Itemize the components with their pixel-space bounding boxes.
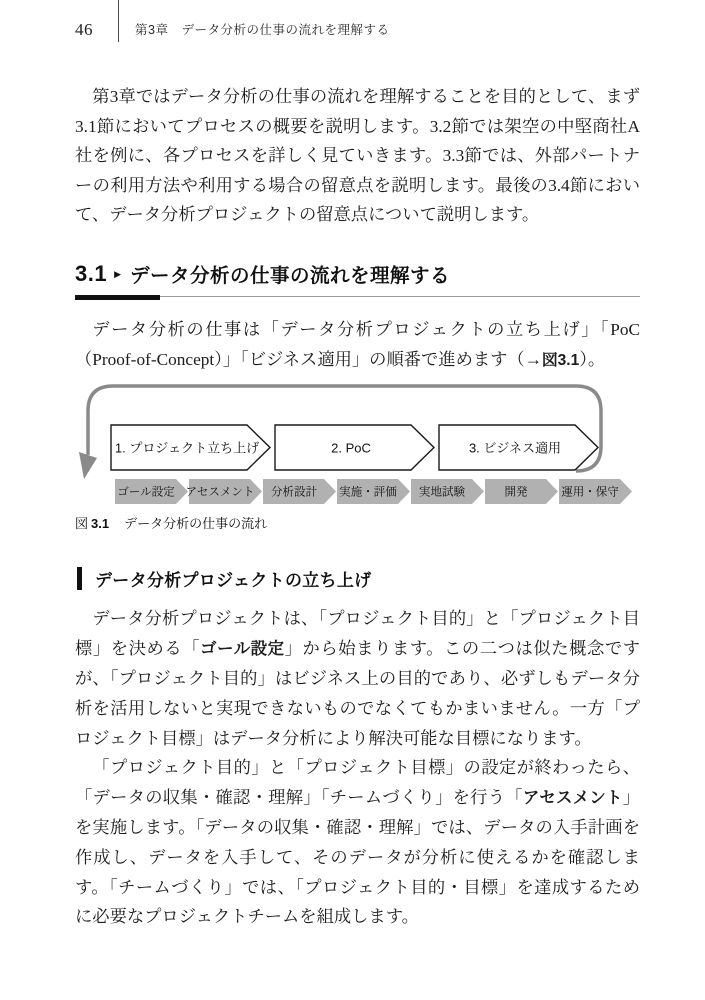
sub-steps-group	[115, 479, 632, 504]
loop-arrowhead-icon	[79, 452, 97, 479]
page-content	[75, 82, 640, 932]
page-number: 46	[75, 20, 93, 39]
running-chapter-title: 第3章 データ分析の仕事の流れを理解する	[135, 23, 390, 37]
main-step-label: 3. ビジネス適用	[468, 440, 562, 456]
sub-step-label: 分析設計	[271, 486, 317, 499]
sub-step-label: 実施・評価	[339, 486, 397, 499]
figure-caption-number: 3.1	[91, 516, 110, 532]
sub-step-label: アセスメント	[185, 486, 255, 499]
main-step-label: 2. PoC	[331, 440, 371, 456]
section-title: データ分析の仕事の流れを理解する	[130, 264, 451, 287]
sub-step-label: 運用・保守	[561, 486, 619, 499]
subsection-accent-bar	[77, 567, 82, 590]
workflow-diagram	[75, 383, 640, 507]
body-paragraph-2	[75, 753, 640, 932]
emphasized-term: アセスメント	[522, 788, 623, 807]
text-segment: ）。	[579, 349, 606, 369]
sub-step-label: ゴール設定	[117, 486, 175, 499]
body-paragraph-1	[75, 604, 640, 753]
figure-caption	[75, 513, 640, 532]
text-segment: 第3章ではデータ分析の仕事の流れを理解することを目的として、まず3.1節においてプロセスの概要を説明します。3.2節では架空の中堅商社A社を例に、各プロセスを詳しく見ていきます。3.3節では、外部パートナーの利用方法や利用する場合の留意点を説明します。最後の3.4節において、データ分析プロジェクトの留意点について説明します。	[75, 87, 640, 225]
intro-paragraph	[75, 82, 640, 230]
figure-caption-text: データ分析の仕事の流れ	[124, 516, 268, 532]
body-paragraphs	[75, 604, 640, 932]
figure-caption-label: 図	[75, 516, 89, 532]
section-heading-rule	[75, 295, 640, 300]
lead-paragraph	[75, 315, 640, 375]
text-segment: 「プロジェクト目的」と「プロジェクト目標」の設定が終わったら、「データの収集・確認・理解」「チームづくり」を行う「	[75, 758, 640, 807]
section-arrow-icon: ▶	[114, 269, 122, 280]
text-segment: データ分析プロジェクトは、「プロジェクト目的」と「プロジェクト目標」を決める「	[75, 609, 640, 658]
subsection-heading	[75, 566, 640, 591]
emphasized-term: ゴール設定	[200, 639, 285, 658]
text-segment: 図3.1	[542, 351, 580, 369]
subsection-title: データ分析プロジェクトの立ち上げ	[95, 571, 372, 591]
main-steps-group	[111, 425, 598, 470]
workflow-figure	[75, 383, 640, 532]
section-number: 3.1	[75, 260, 108, 286]
header-divider	[118, 0, 119, 42]
sub-step-label: 実地試験	[419, 486, 465, 499]
page-header	[0, 0, 705, 42]
section-heading	[75, 260, 640, 288]
text-segment: 」から始まります。この二つは似た概念ですが、「プロジェクト目的」はビジネス上の目的であり、必ずしもデータ分析を活用しないと実現できないものでなくてもかまいません。一方「プロジェクト目標」はデータ分析により解決可能な目標になります。	[75, 638, 641, 748]
sub-step-label: 開発	[504, 486, 528, 499]
text-segment: 」を実施します。「データの収集・確認・理解」では、データの入手計画を作成し、データを入手して、そのデータが分析に使えるかを確認します。「チームづくり」では、「プロジェクト目的・目標」を達成するために必要なプロジェクトチームを組成します。	[75, 787, 640, 927]
rule-accent-bar	[75, 295, 160, 300]
main-step-label: 1. プロジェクト立ち上げ	[114, 440, 260, 456]
text-segment: データ分析の仕事は「データ分析プロジェクトの立ち上げ」「PoC（Proof-of-Concept）」「ビジネス適用」の順番で進めます（→	[75, 319, 640, 369]
